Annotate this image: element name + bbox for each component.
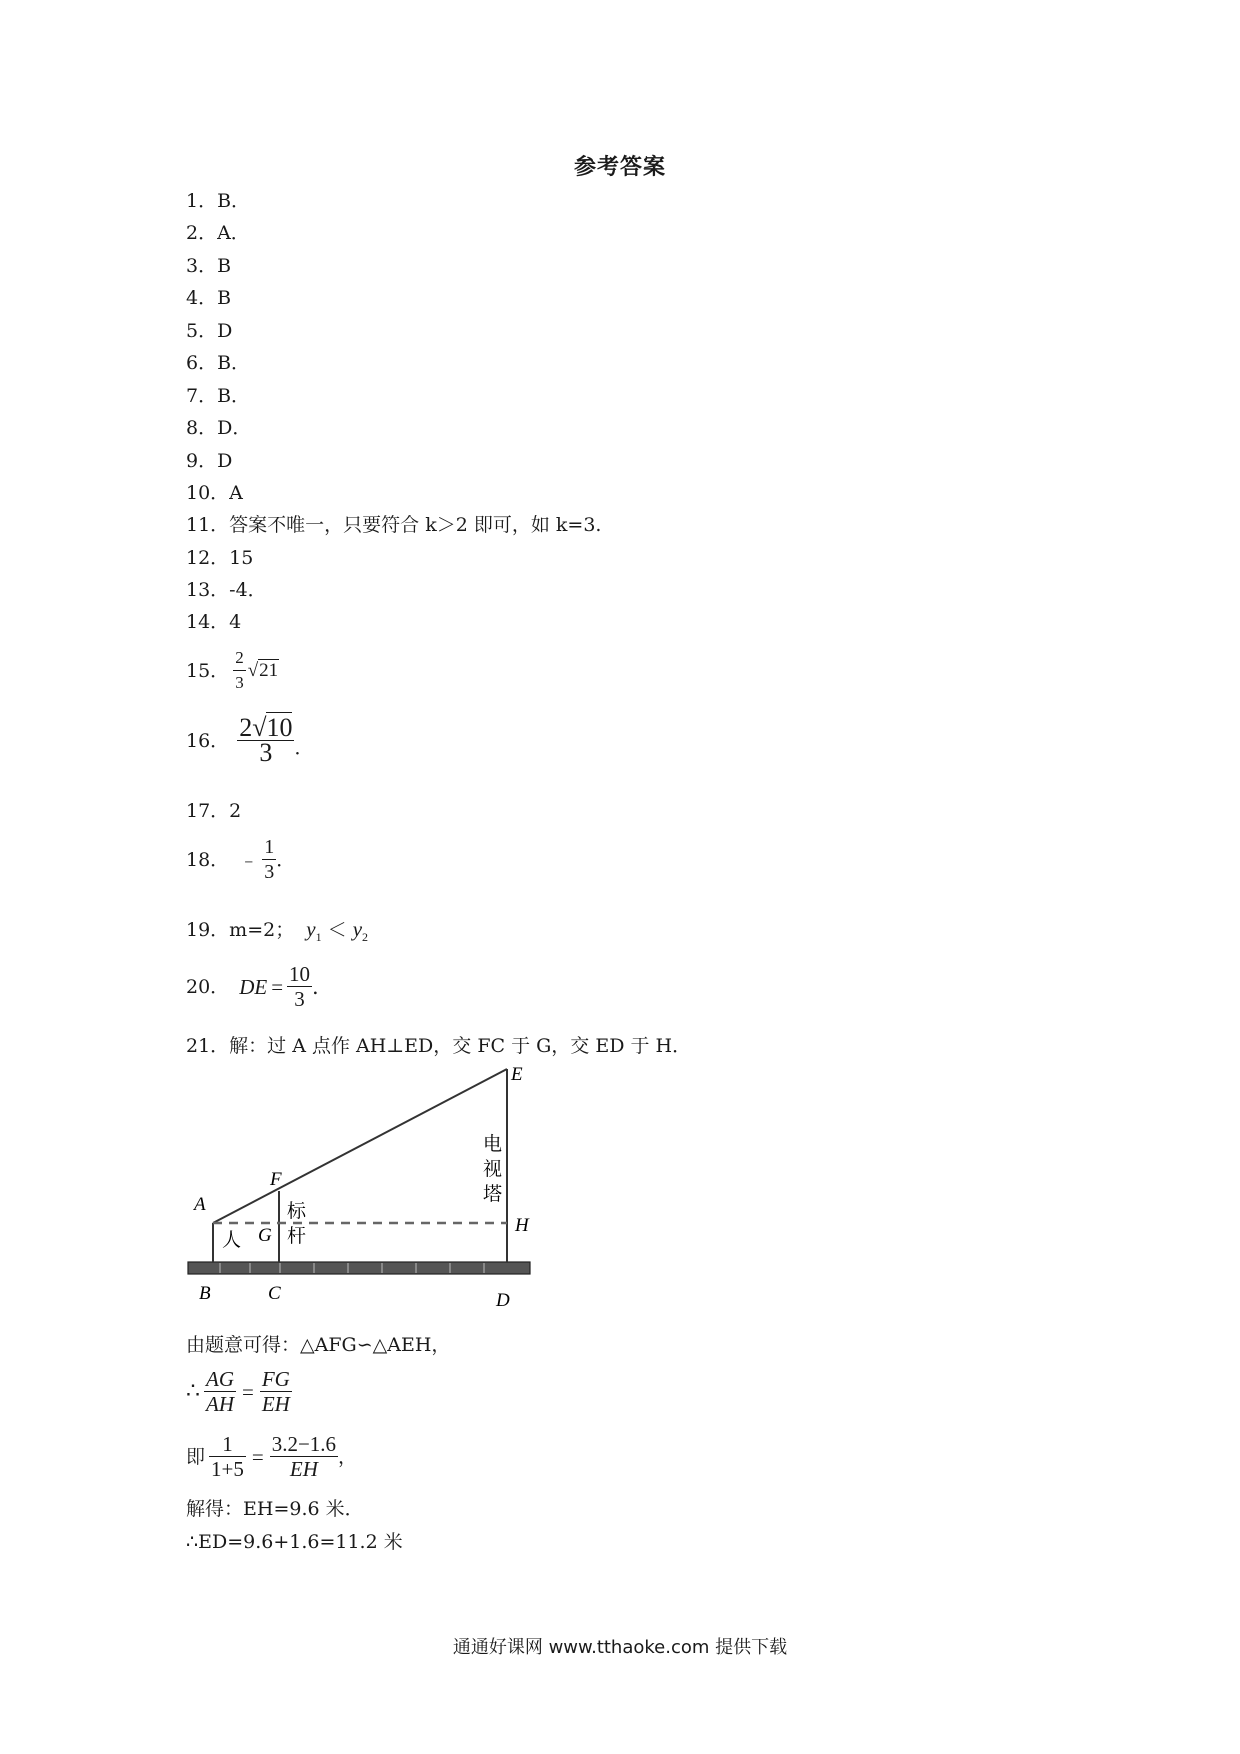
answer-20 — [186, 962, 319, 1011]
label-tower-1: 电 — [483, 1134, 503, 1155]
solution-similar: 由题意可得：△AFG∽△AEH， — [186, 1334, 451, 1356]
answer-18 — [186, 835, 295, 884]
answer-5: 5．D — [186, 320, 233, 342]
label-pole-2: 杆 — [287, 1226, 307, 1247]
answer-12: 12．15 — [186, 547, 254, 569]
label-person: 人 — [222, 1230, 242, 1251]
answer-14: 14．4 — [186, 611, 242, 633]
answer-1: 1．B． — [186, 190, 251, 212]
ratio-1-over-6: $\frac{1}{1+5}$ — [211, 1432, 244, 1481]
answer-15 — [186, 646, 279, 695]
label-B: B — [199, 1283, 211, 1304]
answer-20-fraction — [287, 962, 312, 1011]
answer-3: 3．B — [186, 255, 232, 277]
sight-line — [213, 1069, 507, 1223]
ratio-fg-eh: $\frac{FG}{EH}$ — [261, 1367, 290, 1416]
label-D: D — [496, 1290, 510, 1311]
answer-15-denominator: 3 — [235, 673, 244, 692]
answer-20-eq: = — [271, 974, 284, 999]
answer-19-y1: $y_1$ — [306, 917, 322, 945]
answer-16-label: 16． — [186, 729, 230, 752]
answer-16-denominator: 3 — [259, 738, 273, 767]
label-pole-1: 标 — [287, 1201, 307, 1222]
answer-20-end: . — [312, 974, 319, 999]
answer-18-numerator: 1 — [264, 836, 275, 858]
answer-15-label: 15． — [186, 659, 230, 682]
answer-17: 17．2 — [186, 800, 242, 822]
ratio-ag-ah: $\frac{AG}{AH}$ — [206, 1367, 234, 1416]
answer-10: 10．A — [186, 482, 243, 504]
substitution-comma: ， — [338, 1445, 358, 1468]
label-tower-2: 视 — [483, 1159, 503, 1180]
answer-16-radicand: 10 — [266, 713, 293, 742]
answer-15-numerator: 2 — [235, 648, 244, 667]
answer-20-lhs: DE — [239, 974, 268, 999]
answer-21: 21．解：过 A 点作 AH⊥ED，交 FC 于 G，交 ED 于 H． — [186, 1035, 692, 1057]
ji-label: 即 — [186, 1445, 206, 1468]
label-G: G — [258, 1225, 272, 1246]
answer-7: 7．B． — [186, 385, 251, 407]
solution-eh: 解得：EH=9.6 米． — [186, 1498, 364, 1520]
answer-8: 8．D． — [186, 417, 252, 439]
ratio-equals: = — [242, 1379, 254, 1404]
answer-13: 13．-4． — [186, 579, 267, 601]
footer-source: 通通好课网 www.tthaoke.com 提供下载 — [452, 1637, 788, 1658]
label-A: A — [194, 1194, 206, 1215]
answer-16-end: ． — [294, 736, 314, 759]
label-tower-3: 塔 — [483, 1184, 503, 1205]
answer-20-denominator: 3 — [294, 987, 305, 1011]
page-title: 参考答案 — [573, 155, 666, 180]
label-C: C — [268, 1283, 281, 1304]
solution-ratio — [186, 1367, 292, 1416]
answer-19 — [186, 917, 368, 949]
solution-substitution — [186, 1432, 357, 1481]
label-H: H — [515, 1215, 529, 1236]
answer-16-fraction: $\frac{2√10}{3}$ — [239, 713, 293, 767]
answer-18-sign: ﹣ — [239, 848, 259, 871]
ratio-diff-over-eh: $\frac{3.2-1.6}{EH}$ — [271, 1432, 337, 1481]
answer-9: 9．D — [186, 450, 233, 472]
substitution-equals: = — [251, 1444, 264, 1469]
answer-15-sqrt: √21 — [247, 659, 279, 681]
answer-2: 2．A． — [186, 222, 250, 244]
answer-4: 4．B — [186, 287, 232, 309]
answer-18-denominator: 3 — [264, 861, 275, 883]
solution-ed: ∴ED=9.6+1.6=11.2 米 — [186, 1531, 403, 1553]
answer-11: 11．答案不唯一，只要符合 k＞2 即可，如 k=3. — [186, 514, 602, 536]
answer-18-fraction — [262, 835, 276, 884]
answer-6: 6．B． — [186, 352, 251, 374]
answer-19-label: 19．m=2； — [186, 919, 295, 941]
answer-20-label: 20． — [186, 975, 230, 998]
tower-diagram — [180, 1060, 550, 1322]
answer-18-end: ． — [276, 848, 296, 871]
answer-19-y2: $y_2$ — [352, 917, 369, 945]
answer-18-label: 18． — [186, 848, 230, 871]
answer-15-fraction — [233, 646, 246, 695]
answer-15-radicand: 21 — [259, 659, 279, 681]
label-E: E — [511, 1064, 523, 1085]
ground-bar — [188, 1262, 530, 1274]
label-F: F — [270, 1169, 282, 1190]
answer-16 — [186, 713, 314, 767]
answer-16-coef: 2 — [239, 713, 253, 742]
therefore-symbol: ∴ — [186, 1378, 200, 1404]
answer-20-numerator: 10 — [289, 962, 311, 986]
answer-19-relation: ＜ — [327, 919, 347, 941]
